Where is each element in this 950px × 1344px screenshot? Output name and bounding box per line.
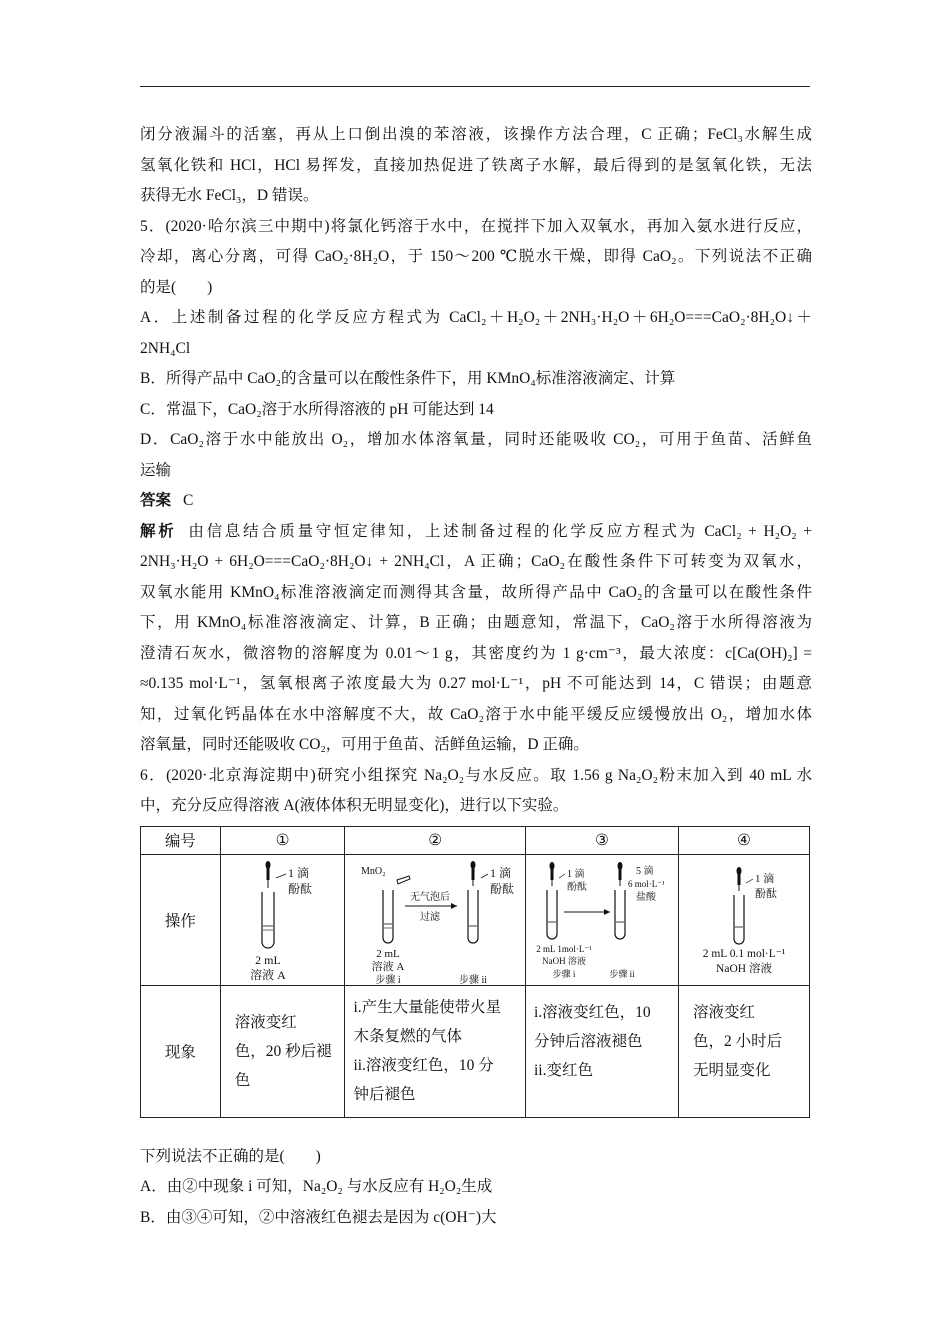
- question-5-stem-2: 冷却，离心分离，可得 CaO₂·8H₂O，于 150～200 ℃脱水干燥，即得 CaO₂。下列说法不正确: [140, 248, 812, 265]
- operation-label: 操作: [141, 854, 221, 985]
- test-tube-icon: [262, 892, 274, 948]
- experiment-table: [140, 826, 810, 1118]
- fig3-step-2: 步骤 ii: [609, 968, 635, 979]
- apparatus-2-diagram: [353, 860, 518, 986]
- question-6-stem-2: 中，充分反应得溶液 A(液体体积无明显变化)，进行以下实验。: [140, 797, 569, 814]
- question-5-option-c: C．常温下，CaO₂溶于水所得溶液的 pH 可能达到 14: [140, 400, 494, 418]
- fig2-mno2: MnO₂: [360, 865, 386, 877]
- prev-line-2: 氢氧化铁和 HCl，HCl 易挥发，直接加热促进了铁离子水解，最后得到的是氢氧化铁，无法: [140, 156, 812, 174]
- fig3-reagent: 酚酞: [566, 881, 587, 893]
- fig2-solution: 溶液 A: [371, 960, 405, 973]
- dropper-icon: [265, 861, 270, 888]
- fig3-acid: 盐酸: [635, 891, 656, 903]
- explanation-line-1: 解析 由信息结合质量守恒定律知，上述制备过程的化学反应方程式为 CaCl₂ + H₂O₂ +: [140, 522, 812, 540]
- fig2-step-2: 步骤 ii: [458, 974, 487, 986]
- explanation-line-8: 溶氧量，同时还能吸收 CO₂，可用于鱼苗、活鲜鱼运输，D 正确。: [140, 736, 589, 753]
- explanation-line-3: 双氧水能用 KMnO₄标准溶液滴定而测得其含量，故所得产品中 CaO₂的含量可以在酸性条件: [140, 583, 812, 601]
- operation-figure-1: [220, 854, 345, 985]
- fig3-step-1: 步骤 i: [552, 968, 576, 979]
- question-5-stem-3: 的是( ): [140, 278, 213, 296]
- fig2-reagent: 酚酞: [489, 881, 514, 896]
- explanation-label: 解析: [140, 522, 177, 540]
- test-tube-icon: [468, 890, 478, 943]
- explanation-line-6: ≈0.135 mol·L⁻¹，氢氧根离子浓度最大为 0.27 mol·L⁻¹，pH 不可能达到 14，C 错误；由题意: [140, 675, 812, 692]
- fig2-arrow-text-2: 过滤: [419, 911, 440, 923]
- phenomenon-3: i.溶液变红色，10 分钟后溶液褪色 ii.变红色: [525, 985, 678, 1117]
- fig1-drop: 1 滴: [287, 865, 309, 880]
- question-6-prompt: 下列说法不正确的是( ): [140, 1147, 321, 1165]
- document-body: [140, 120, 812, 1233]
- table-phenomenon-row: [141, 985, 810, 1117]
- question-5-option-b: B．所得产品中 CaO₂的含量可以在酸性条件下，用 KMnO₄标准溶液滴定、计算: [140, 370, 676, 387]
- fig3-solution: NaOH 溶液: [542, 955, 586, 966]
- fig2-step-1: 步骤 i: [375, 974, 401, 986]
- fig4-solution: NaOH 溶液: [716, 962, 772, 975]
- question-5-option-a-1: A．上述制备过程的化学反应方程式为 CaCl₂＋H₂O₂＋2NH₃·H₂O＋6H₂O===CaO₂·8H₂O↓＋: [140, 309, 812, 326]
- table-operation-row: [141, 854, 810, 985]
- answer-label: 答案: [140, 492, 172, 509]
- dropper-icon: [617, 862, 622, 886]
- question-5-option-a-2: 2NH₄Cl: [140, 339, 191, 357]
- apparatus-4-diagram: [685, 865, 803, 975]
- fig4-reagent: 酚酞: [754, 887, 777, 900]
- header-exp-1: ①: [220, 826, 345, 854]
- prev-line-3: 获得无水 FeCl₃，D 错误。: [140, 187, 319, 204]
- dropper-icon: [470, 861, 475, 886]
- fig4-drop: 1 滴: [754, 872, 775, 885]
- fig3-drop: 1 滴: [566, 868, 585, 880]
- fig1-volume: 2 mL: [254, 952, 281, 967]
- fig2-drop: 1 滴: [489, 865, 511, 880]
- operation-figure-4: [678, 854, 809, 985]
- header-exp-3: ③: [525, 826, 678, 854]
- apparatus-3-diagram: [532, 860, 672, 980]
- fig3-drops-5: 5 滴: [635, 865, 654, 877]
- spatula-icon: [397, 876, 410, 884]
- header-exp-2: ②: [345, 826, 526, 854]
- test-tube-icon: [615, 890, 625, 939]
- question-5-option-d-1: D．CaO₂溶于水中能放出 O₂，增加水体溶氧量，同时还能吸收 CO₂，可用于鱼苗、活鲜鱼: [140, 431, 812, 448]
- phenomenon-2: i.产生大量能使带火星 木条复燃的气体 ii.溶液变红色，10 分 钟后褪色: [345, 985, 526, 1117]
- explanation-line-7: 知，过氧化钙晶体在水中溶解度不大，故 CaO₂溶于水中能平缓反应缓慢放出 O₂，增加水体: [140, 705, 812, 723]
- header-exp-4: ④: [678, 826, 809, 854]
- operation-figure-2: [345, 854, 526, 985]
- question-5-stem-1: 5．(2020·哈尔滨三中期中)将氯化钙溶于水中，在搅拌下加入双氧水，再加入氨水进行反应，: [140, 217, 812, 235]
- header-rule: [140, 86, 810, 87]
- dropper-icon: [549, 862, 554, 886]
- explanation-line-5: 澄清石灰水，微溶物的溶解度为 0.01～1 g，其密度约为 1 g·cm⁻³，最大浓度：c[Ca(OH)₂] =: [140, 644, 812, 662]
- table-header-row: [141, 826, 810, 854]
- prev-line-1: 闭分液漏斗的活塞，再从上口倒出溴的苯溶液，该操作方法合理，C 正确；FeCl₃水解生成: [140, 126, 812, 143]
- operation-figure-3: [525, 854, 678, 985]
- phenomenon-1: 溶液变红 色，20 秒后褪 色: [220, 985, 345, 1117]
- explanation-line-4: 下，用 KMnO₄标准溶液滴定、计算，B 正确；由题意知，常温下，CaO₂溶于水所得溶液为: [140, 614, 812, 631]
- apparatus-1-diagram: [228, 860, 338, 980]
- question-6-option-a: A．由②中现象 i 可知，Na₂O₂ 与水反应有 H₂O₂生成: [140, 1178, 493, 1195]
- fig2-arrow-text-1: 无气泡后: [409, 891, 450, 903]
- fig1-reagent: 酚酞: [287, 881, 312, 896]
- question-6-option-b: B．由③④可知，②中溶液红色褪去是因为 c(OH⁻)大: [140, 1208, 497, 1226]
- fig3-concentration: 6 mol·L⁻¹: [627, 878, 665, 889]
- test-tube-icon: [383, 890, 393, 943]
- fig3-volume: 2 mL 1mol·L⁻¹: [536, 943, 592, 954]
- answer-line: [140, 486, 812, 517]
- test-tube-icon: [734, 895, 744, 944]
- header-number-label: 编号: [141, 826, 221, 854]
- fig1-solution: 溶液 A: [249, 967, 286, 982]
- answer-value: C: [183, 492, 194, 509]
- question-6-stem-1: 6．(2020·北京海淀期中)研究小组探究 Na₂O₂与水反应。取 1.56 g Na₂O₂粉末加入到 40 mL 水: [140, 766, 812, 784]
- fig4-volume: 2 mL 0.1 mol·L⁻¹: [702, 947, 786, 960]
- fig2-volume: 2 mL: [375, 947, 400, 960]
- question-5-option-d-2: 运输: [140, 461, 172, 479]
- test-tube-icon: [547, 890, 557, 939]
- explanation-line-2: 2NH₃·H₂O + 6H₂O===CaO₂·8H₂O↓ + 2NH₄Cl，A 正确；CaO₂在酸性条件下可转变为双氧水，: [140, 553, 812, 570]
- dropper-icon: [736, 867, 741, 891]
- phenomenon-4: 溶液变红 色，2 小时后 无明显变化: [678, 985, 809, 1117]
- phenomenon-label: 现象: [141, 985, 221, 1117]
